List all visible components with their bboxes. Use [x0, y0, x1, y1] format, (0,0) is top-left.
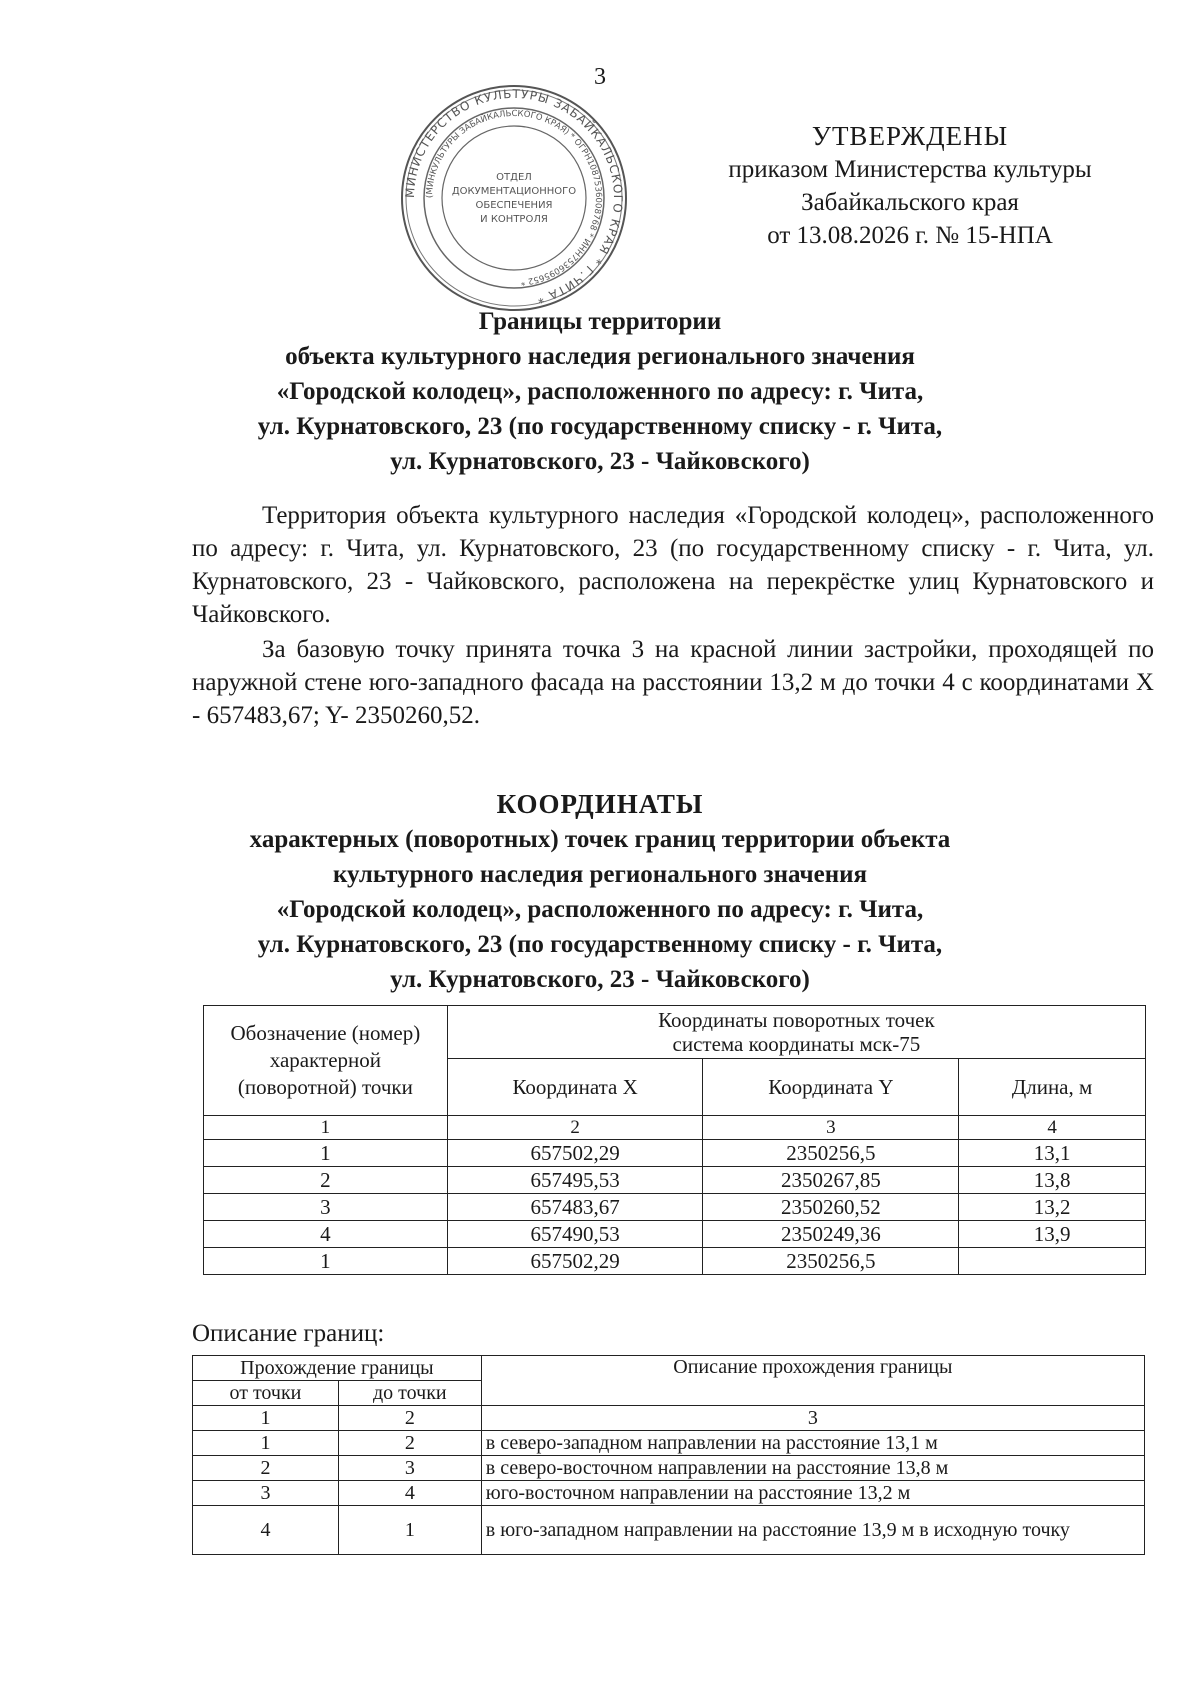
table-row [204, 1140, 1146, 1167]
heading-line: ул. Курнатовского, 23 (по государственному списку - г. Чита, [257, 931, 943, 958]
header-length: Длина, м [959, 1059, 1146, 1116]
cell-from: 1 [193, 1431, 339, 1456]
heading-line: культурного наследия регионального значения [332, 861, 868, 888]
paragraph: Территория объекта культурного наследия «Городской колодец», расположенного по адресу: г. Чита, ул. Курнатовского, 23 (по государственному списку - г. Чита, ул. Курнатовского, 23 - Чайковского, расположена на перекрёстке улиц Курнатовского и Чайковского. [192, 502, 1154, 628]
header-point-number: Обозначение (номер) характерной (поворотной) точки [204, 1006, 448, 1116]
paragraph: За базовую точку принята точка 3 на красной линии застройки, проходящей по наружной стене юго-западного фасада на расстоянии 13,2 м до точки 4 с координатами X - 657483,67; Y- 2350260,52. [192, 636, 1154, 729]
boundary-description-table [192, 1355, 1145, 1555]
cell-length: 13,9 [959, 1221, 1146, 1248]
header-coordinates-group [447, 1006, 1145, 1059]
cell-point: 3 [204, 1194, 448, 1221]
heading-line: объекта культурного наследия регионального значения [285, 343, 915, 370]
coordinates-title: КООРДИНАТЫ [496, 789, 704, 819]
cell-point: 2 [204, 1167, 448, 1194]
heading-line: характерных (поворотных) точек границ территории объекта [249, 826, 951, 853]
official-stamp [398, 82, 630, 314]
cell-from: 2 [193, 1456, 339, 1481]
cell-description: в северо-западном направлении на расстояние 13,1 м [481, 1431, 1144, 1456]
cell-y: 2350267,85 [703, 1167, 959, 1194]
svg-text:(МИНКУЛЬТУРЫ ЗАБАЙКАЛЬСКОГО КР [425, 109, 603, 287]
col-number: 3 [481, 1406, 1144, 1431]
stamp-center-line-1: ОТДЕЛ [496, 172, 532, 183]
header-to: до точки [338, 1381, 481, 1406]
body-text [192, 499, 1154, 734]
table-row [193, 1431, 1145, 1456]
table-row [204, 1248, 1146, 1275]
header-group-line: система координаты мск-75 [672, 1032, 921, 1056]
coordinates-table [203, 1005, 1146, 1275]
cell-description: в северо-восточном направлении на расстояние 13,8 м [481, 1456, 1144, 1481]
table-row [204, 1167, 1146, 1194]
boundaries-heading [150, 304, 1050, 479]
stamp-outer-text: МИНИСТЕРСТВО КУЛЬТУРЫ ЗАБАЙКАЛЬСКОГО КРАЯ * Г.ЧИТА * [402, 86, 626, 307]
cell-length: 13,8 [959, 1167, 1146, 1194]
stamp-center-line-4: И КОНТРОЛЯ [480, 214, 548, 225]
table-row [204, 1221, 1146, 1248]
heading-line: ул. Курнатовского, 23 - Чайковского) [390, 966, 810, 993]
cell-x: 657495,53 [447, 1167, 703, 1194]
cell-description: юго-восточном направлении на расстояние 13,2 м [481, 1481, 1144, 1506]
column-number-row [204, 1116, 1146, 1140]
table-row [193, 1481, 1145, 1506]
header-pass: Прохождение границы [193, 1356, 482, 1381]
cell-point: 1 [204, 1248, 448, 1275]
stamp-inner-text: (МИНКУЛЬТУРЫ ЗАБАЙКАЛЬСКОГО КРАЯ) * ОГРН1087536008768 * ИНН7536095652 * [424, 108, 604, 287]
column-number-row [193, 1406, 1145, 1431]
cell-x: 657483,67 [447, 1194, 703, 1221]
coordinates-heading [150, 787, 1050, 997]
table-row [193, 1506, 1145, 1555]
cell-to: 3 [338, 1456, 481, 1481]
approval-line: приказом Министерства культуры [728, 156, 1092, 183]
col-number: 3 [703, 1116, 959, 1140]
heading-line: ул. Курнатовского, 23 (по государственному списку - г. Чита, [257, 413, 943, 440]
col-number: 1 [204, 1116, 448, 1140]
cell-point: 1 [204, 1140, 448, 1167]
cell-to: 2 [338, 1431, 481, 1456]
col-number: 2 [447, 1116, 703, 1140]
heading-line: Границы территории [478, 308, 722, 335]
boundary-description-label: Описание границ: [192, 1320, 385, 1347]
cell-description: в юго-западном направлении на расстояние 13,9 м в исходную точку [481, 1506, 1144, 1555]
header-group-line: Координаты поворотных точек [658, 1008, 935, 1032]
approval-block [690, 120, 1130, 252]
heading-line: «Городской колодец», расположенного по адресу: г. Чита, [276, 896, 924, 923]
approval-line: Забайкальского края [801, 189, 1019, 216]
cell-to: 1 [338, 1506, 481, 1555]
cell-point: 4 [204, 1221, 448, 1248]
header-x: Координата X [447, 1059, 703, 1116]
cell-y: 2350260,52 [703, 1194, 959, 1221]
cell-length: 13,1 [959, 1140, 1146, 1167]
table-row [193, 1456, 1145, 1481]
header-description: Описание прохождения границы [481, 1356, 1144, 1406]
col-number: 1 [193, 1406, 339, 1431]
header-from: от точки [193, 1381, 339, 1406]
cell-x: 657490,53 [447, 1221, 703, 1248]
heading-line: «Городской колодец», расположенного по адресу: г. Чита, [276, 378, 924, 405]
cell-to: 4 [338, 1481, 481, 1506]
page-number: 3 [594, 64, 606, 90]
table-row [204, 1194, 1146, 1221]
cell-length [959, 1248, 1146, 1275]
cell-length: 13,2 [959, 1194, 1146, 1221]
cell-x: 657502,29 [447, 1140, 703, 1167]
cell-from: 4 [193, 1506, 339, 1555]
cell-from: 3 [193, 1481, 339, 1506]
cell-x: 657502,29 [447, 1248, 703, 1275]
cell-y: 2350256,5 [703, 1140, 959, 1167]
heading-line: ул. Курнатовского, 23 - Чайковского) [390, 448, 810, 475]
header-y: Координата Y [703, 1059, 959, 1116]
cell-y: 2350249,36 [703, 1221, 959, 1248]
approval-line: от 13.08.2026 г. № 15-НПА [767, 222, 1053, 249]
cell-y: 2350256,5 [703, 1248, 959, 1275]
approval-title: УТВЕРЖДЕНЫ [811, 121, 1009, 151]
col-number: 4 [959, 1116, 1146, 1140]
stamp-center-line-3: ОБЕСПЕЧЕНИЯ [475, 200, 553, 211]
stamp-center-line-2: ДОКУМЕНТАЦИОННОГО [451, 186, 577, 197]
col-number: 2 [338, 1406, 481, 1431]
